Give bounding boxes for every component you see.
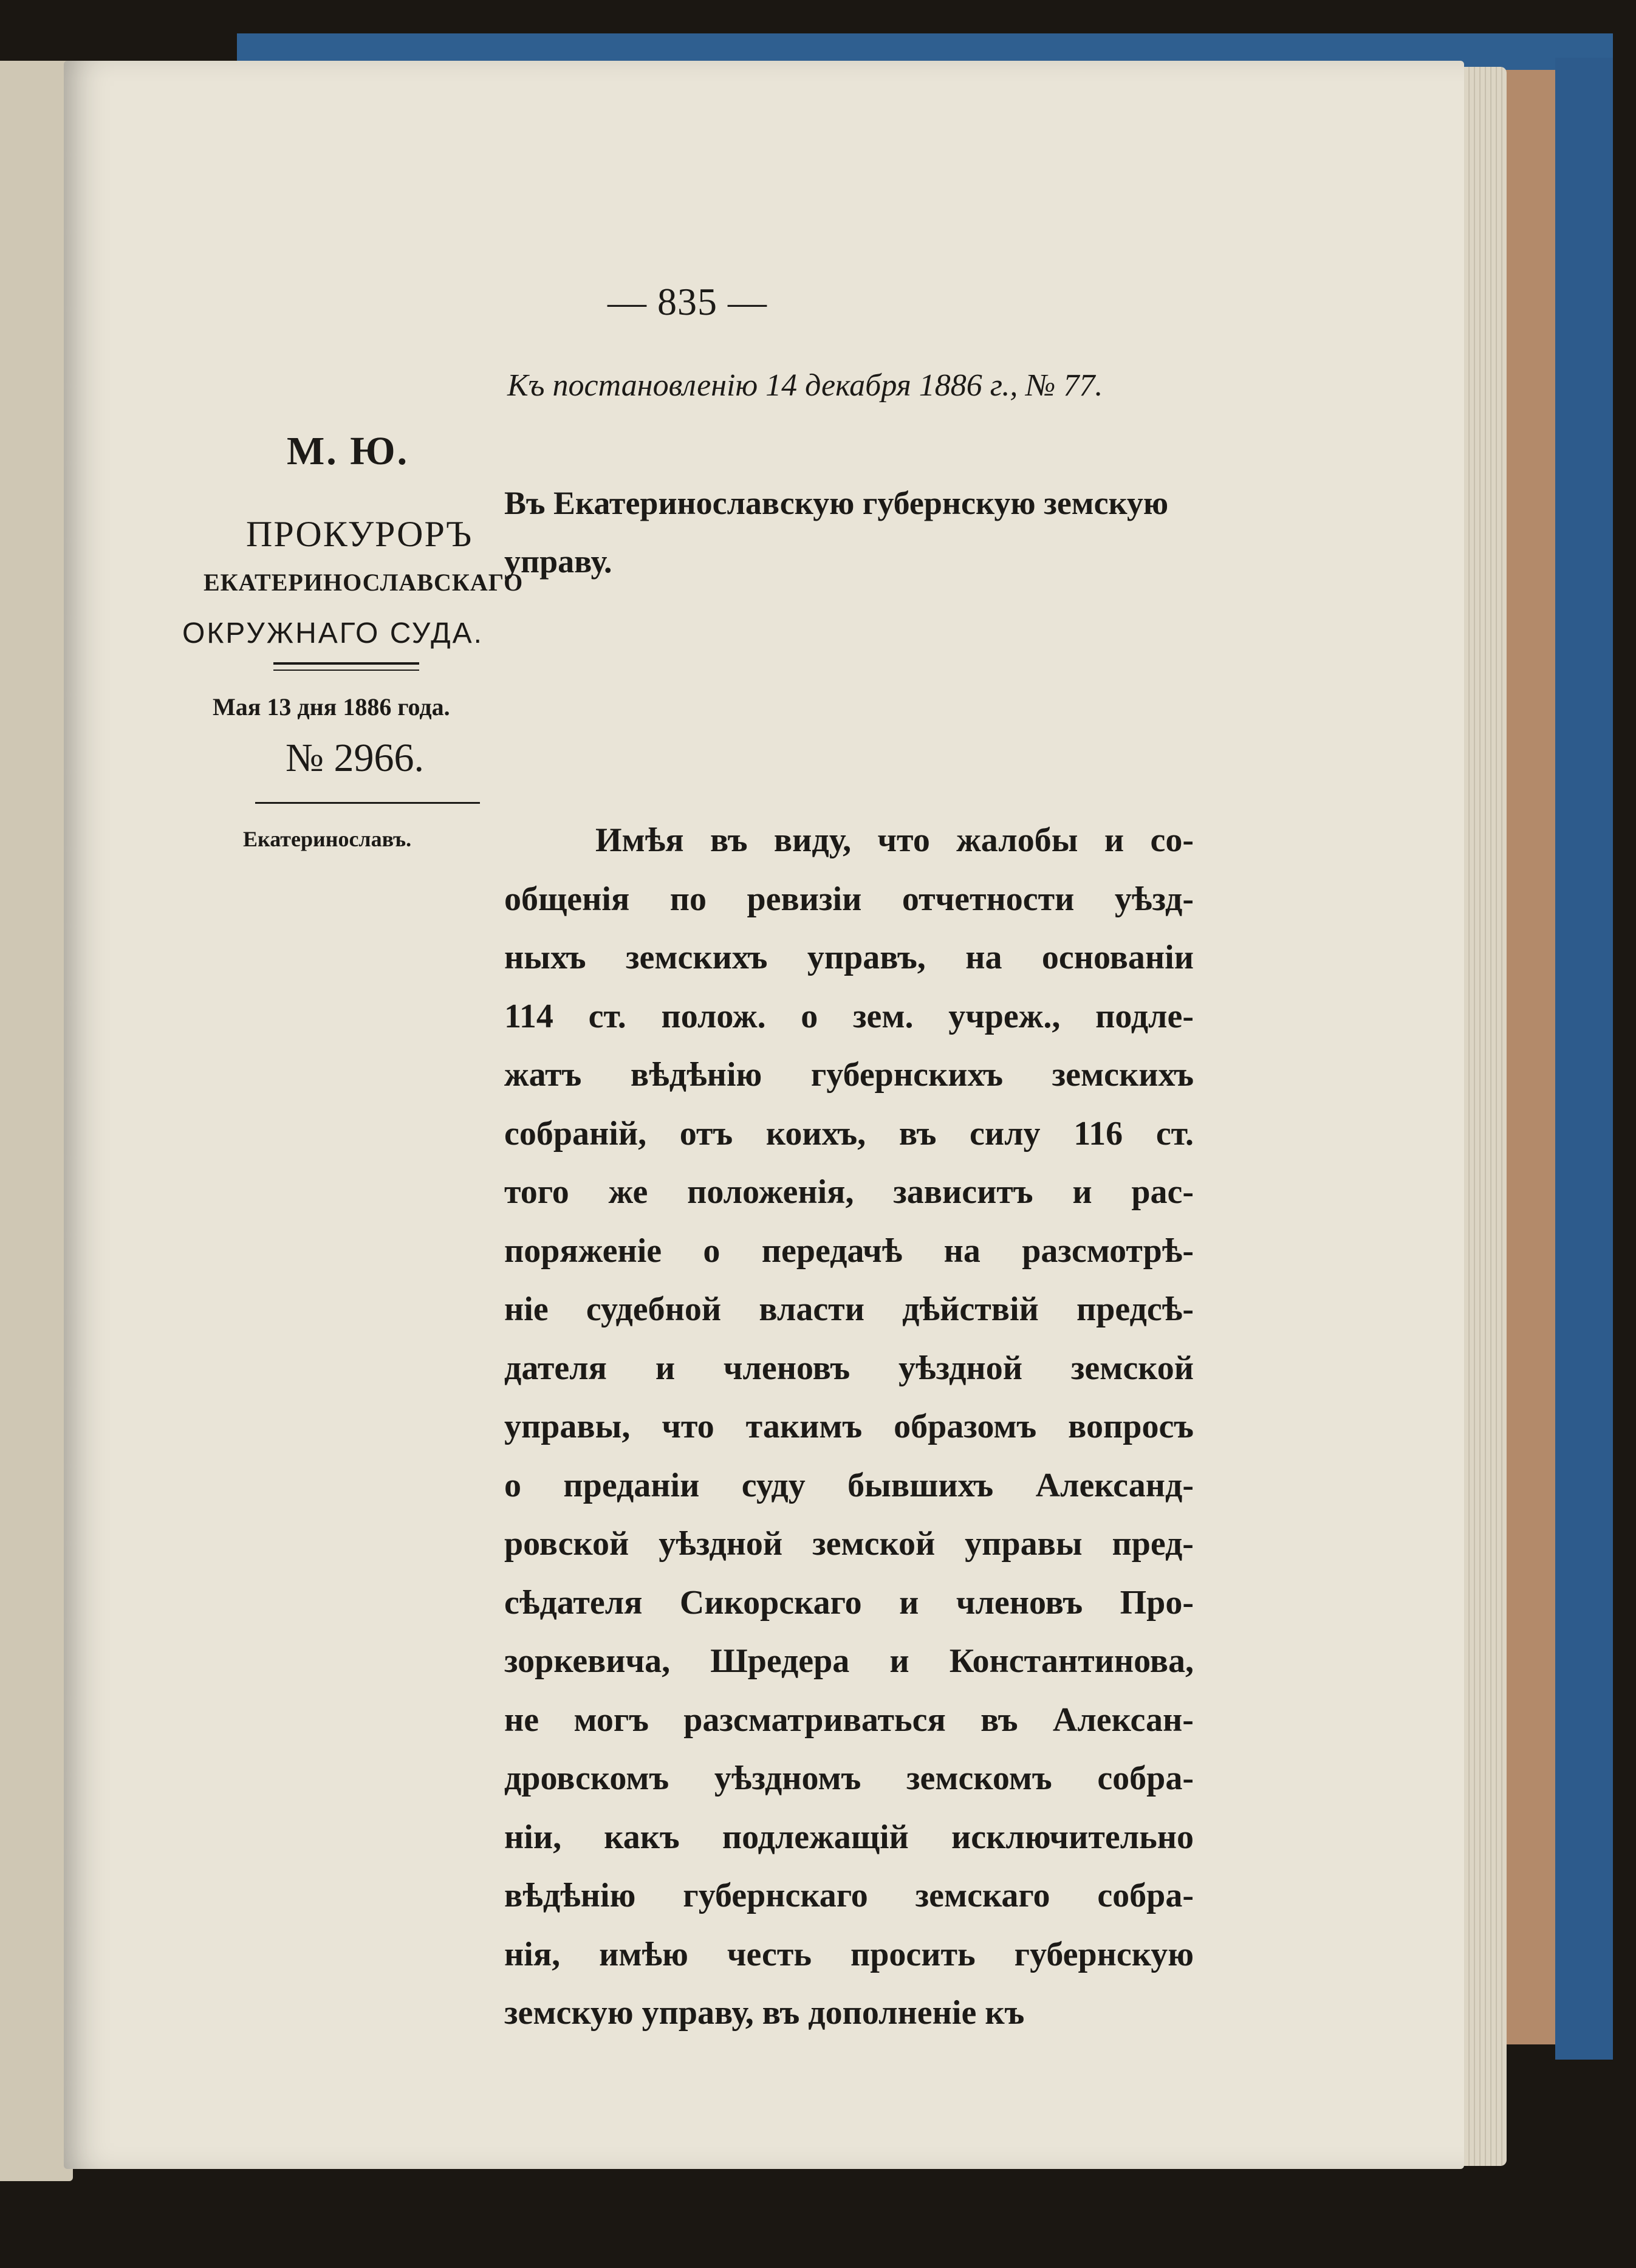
body-word: что (662, 1408, 714, 1445)
body-word: зависитъ (893, 1173, 1033, 1211)
body-word: губернскую (1014, 1935, 1194, 1973)
body-word: земскаго (915, 1877, 1050, 1914)
body-word: земской (812, 1525, 936, 1563)
body-line (504, 1280, 1194, 1339)
body-word: образомъ (894, 1408, 1037, 1445)
body-word: дровскомъ (504, 1759, 669, 1797)
body-line (504, 1105, 1194, 1163)
body-word: не (504, 1701, 539, 1739)
body-word: 116 (1073, 1114, 1123, 1153)
body-word: ревизіи (747, 880, 862, 918)
body-word: пред- (1112, 1525, 1194, 1563)
body-line: земскую управу, въ дополненіе къ (504, 1994, 1025, 2032)
letter-number: № 2966. (286, 736, 424, 780)
body-word: ніе (504, 1290, 549, 1328)
body-word: на (943, 1232, 981, 1270)
body-word: коихъ, (765, 1114, 866, 1153)
divider-rule (273, 662, 419, 665)
body-word: и (899, 1583, 919, 1622)
body-word: земскихъ (1052, 1056, 1194, 1094)
body-line (504, 987, 1194, 1046)
divider-rule (273, 670, 419, 671)
body-word: бывшихъ (847, 1466, 994, 1504)
body-line (504, 1456, 1194, 1515)
body-word: просить (851, 1935, 976, 1973)
body-word: того (504, 1173, 569, 1211)
body-word: вѣдѣнію (630, 1056, 762, 1094)
previous-page-edge (0, 61, 73, 2181)
body-line (504, 1163, 1194, 1222)
body-word: силу (970, 1114, 1041, 1153)
body-word: вѣдѣнію (504, 1877, 636, 1914)
body-word: о (703, 1232, 720, 1270)
body-word: отчетности (902, 880, 1075, 918)
body-line (504, 1866, 1194, 1925)
body-word: предсѣ- (1076, 1290, 1194, 1328)
body-word: нія, (504, 1935, 561, 1973)
body-word: полож. (661, 997, 766, 1035)
sender-title: ПРОКУРОРЪ (246, 514, 473, 554)
body-word: дателя (504, 1349, 607, 1387)
body-word: власти (759, 1290, 864, 1328)
letter-date: Мая 13 дня 1886 года. (213, 693, 450, 721)
resolution-reference: Къ постановленію 14 декабря 1886 г., № 77. (507, 368, 1103, 403)
body-word: уѣздномъ (714, 1759, 861, 1797)
body-line (504, 1925, 1194, 1984)
body-word: ст. (588, 997, 626, 1035)
body-line (504, 1515, 1194, 1574)
body-word: какъ (604, 1818, 680, 1856)
body-word: въ (898, 1114, 937, 1153)
body-word: рас- (1131, 1173, 1194, 1211)
body-word: Про- (1120, 1583, 1194, 1622)
body-word: собра- (1097, 1759, 1194, 1797)
body-word: земской (1070, 1349, 1194, 1387)
body-word: земскихъ (625, 939, 768, 976)
body-line (504, 811, 1194, 870)
body-word: членовъ (723, 1349, 851, 1387)
body-word: собра- (1097, 1877, 1194, 1914)
body-word: Константинова, (949, 1642, 1194, 1680)
body-word: Имѣя (595, 821, 684, 859)
body-word: въ (710, 821, 748, 859)
body-word: дѣйствій (902, 1290, 1039, 1328)
body-word: суду (741, 1466, 806, 1504)
body-word: въ (981, 1701, 1018, 1739)
sender-court-line1: ЕКАТЕРИНОСЛАВСКАГО (204, 569, 524, 596)
body-word: учреж., (948, 997, 1061, 1035)
body-word: общенія (504, 880, 630, 918)
body-word: положенія, (687, 1173, 854, 1211)
body-word: ст. (1155, 1114, 1194, 1153)
body-word: виду, (773, 821, 852, 859)
body-word: подле- (1095, 997, 1194, 1035)
letter-city: Екатеринославъ. (243, 827, 412, 851)
body-word: со- (1150, 821, 1194, 859)
body-word: честь (727, 1935, 812, 1973)
body-word: 114 (504, 997, 553, 1035)
body-line (504, 928, 1194, 987)
body-word: такимъ (745, 1408, 863, 1445)
body-word: земскомъ (906, 1759, 1052, 1797)
body-word: членовъ (956, 1583, 1083, 1622)
addressee: Въ Екатеринославскую губернскую земскую управу. (504, 485, 1169, 580)
body-line (504, 1632, 1194, 1691)
body-word: сѣдателя (504, 1583, 643, 1622)
body-line (504, 1749, 1194, 1808)
body-word: разсмотрѣ- (1022, 1232, 1194, 1270)
body-word: губернскихъ (810, 1056, 1003, 1094)
body-word: основаніи (1041, 939, 1194, 976)
body-word: зоркевича, (504, 1642, 671, 1680)
body-word: и (1072, 1173, 1092, 1211)
body-line (504, 1339, 1194, 1398)
body-word: могъ (573, 1701, 649, 1739)
body-word: на (965, 939, 1002, 976)
body-word: по (669, 880, 707, 918)
body-word: управы, (504, 1408, 631, 1445)
body-word: собраній, (504, 1114, 647, 1153)
body-word: же (608, 1173, 648, 1211)
body-line (504, 1691, 1194, 1750)
body-line (504, 1808, 1194, 1867)
body-word: разсматриваться (683, 1701, 946, 1739)
body-word: Александ- (1035, 1466, 1194, 1504)
body-word: отъ (679, 1114, 733, 1153)
body-word: Алексан- (1052, 1701, 1194, 1739)
body-word: подлежащій (722, 1818, 909, 1856)
body-word: и (889, 1642, 909, 1680)
body-word: преданіи (563, 1466, 700, 1504)
body-line (504, 1397, 1194, 1456)
body-word: и (655, 1349, 676, 1387)
body-word: уѣзд- (1114, 880, 1194, 918)
body-word: ніи, (504, 1818, 562, 1856)
divider-rule (255, 802, 480, 804)
body-word: уѣздной (659, 1525, 783, 1563)
book-cover-right (1555, 58, 1613, 2060)
body-word: вопросъ (1068, 1408, 1194, 1445)
body-word: и (1104, 821, 1124, 859)
page-number: — 835 — (608, 280, 767, 323)
body-line (504, 1574, 1194, 1632)
body-word: управы (965, 1525, 1083, 1563)
body-word: жалобы (956, 821, 1078, 859)
body-line (504, 870, 1194, 929)
body-word: жатъ (504, 1056, 582, 1094)
body-word: уѣздной (898, 1349, 1022, 1387)
body-word: исключительно (951, 1818, 1194, 1856)
body-word: передачѣ (761, 1232, 903, 1270)
body-line (504, 1222, 1194, 1281)
body-word: управъ, (807, 939, 926, 976)
body-word: ныхъ (504, 939, 586, 976)
body-word: Сикорскаго (679, 1583, 862, 1622)
letter-body (504, 811, 1194, 2043)
body-word: зем. (852, 997, 914, 1035)
body-word: Шредера (710, 1642, 850, 1680)
body-word: ровской (504, 1525, 629, 1563)
body-word: поряженіе (504, 1232, 662, 1270)
body-word: что (877, 821, 930, 859)
body-word: о (504, 1466, 521, 1504)
body-word: губернскаго (683, 1877, 868, 1914)
body-word: судебной (586, 1290, 722, 1328)
body-word: о (801, 997, 818, 1035)
sender-court-line2: ОКРУЖНАГО СУДА. (182, 617, 484, 649)
body-line (504, 1046, 1194, 1105)
ministry-abbrev: М. Ю. (287, 429, 409, 473)
body-word: имѣю (599, 1935, 688, 1973)
